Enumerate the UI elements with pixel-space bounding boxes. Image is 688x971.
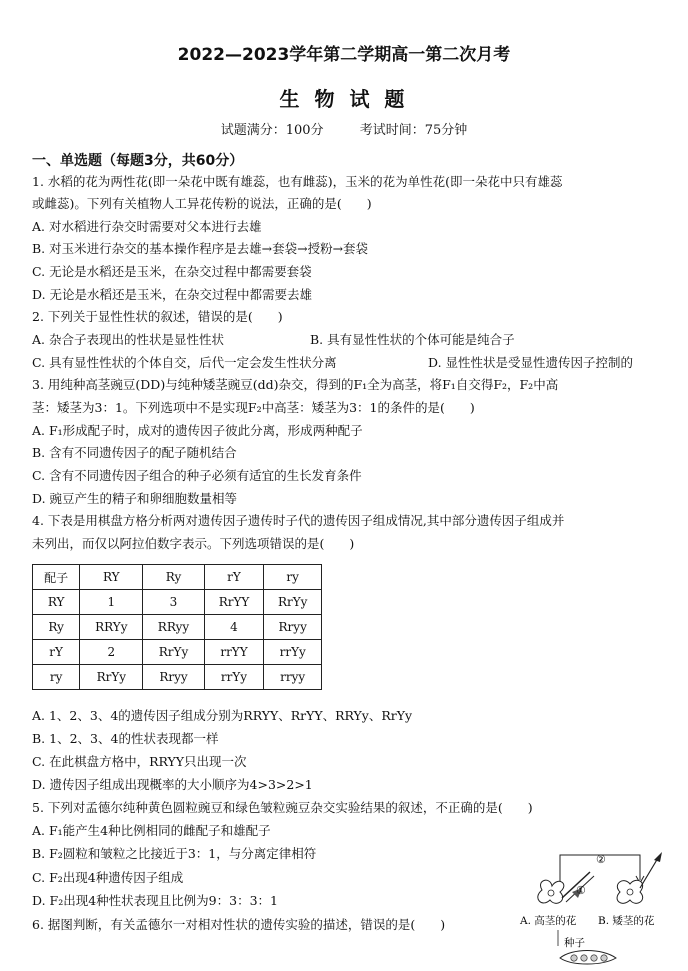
step-2-label: ②: [596, 853, 606, 866]
table-cell: 配子: [33, 565, 80, 590]
full-score: 试题满分：100分: [220, 123, 324, 138]
table-cell: rryy: [264, 665, 322, 690]
table-cell: RrYy: [80, 665, 143, 690]
q1-option-a: A. 对水稻进行杂交时需要对父本进行去雄: [32, 219, 262, 234]
punnett-table: [32, 564, 322, 690]
table-row: [33, 615, 322, 640]
table-cell: RrYy: [264, 590, 322, 615]
pea-pod-icon: [560, 951, 616, 965]
label-seed: 种子: [564, 937, 585, 949]
q4-option-c: C. 在此棋盘方格中，RRYY只出现一次: [32, 754, 247, 769]
q1-stem-line2: 或雌蕊)。下列有关植物人工异花传粉的说法，正确的是( ): [32, 196, 372, 211]
label-tall-flower: A. 高茎的花: [520, 915, 577, 927]
table-cell: rrYy: [204, 665, 264, 690]
q4-option-b: B. 1、2、3、4的性状表现都一样: [32, 731, 219, 746]
table-cell: 3: [143, 590, 204, 615]
q4-option-d: D. 遗传因子组成出现概率的大小顺序为4>3>2>1: [32, 777, 313, 792]
q3-option-d: D. 豌豆产生的精子和卵细胞数量相等: [32, 491, 238, 506]
table-cell: RRYy: [80, 615, 143, 640]
q2-option-a: A. 杂合子表现出的性状是显性性状: [32, 332, 224, 347]
q4-option-a: A. 1、2、3、4的遗传因子组成分别为RRYY、RrYY、RRYy、RrYy: [32, 708, 413, 723]
q1-option-c: C. 无论是水稻还是玉米，在杂交过程中都需要套袋: [32, 264, 312, 279]
q2-option-c: C. 具有显性性状的个体自交，后代一定会发生性状分离: [32, 355, 337, 370]
q5-option-d: D. F₂出现4种性状表现且比例为9：3：3：1: [32, 893, 278, 908]
step-1-label: ①: [576, 884, 586, 897]
q1-option-d: D. 无论是水稻还是玉米，在杂交过程中都需要去雄: [32, 287, 313, 302]
table-cell: 1: [80, 590, 143, 615]
table-cell: 4: [204, 615, 264, 640]
table-cell: rY: [33, 640, 80, 665]
q3-stem-line2: 茎：矮茎为3：1。下列选项中不是实现F₂中高茎：矮茎为3：1的条件的是( ): [32, 400, 475, 415]
table-cell: RrYY: [204, 590, 264, 615]
q2-option-b: B. 具有显性性状的个体可能是纯合子: [310, 332, 515, 347]
table-row: [33, 590, 322, 615]
q2-option-d: D. 显性性状是受显性遗传因子控制的: [428, 355, 634, 370]
exam-meta: [0, 119, 688, 138]
tall-flower-icon: [538, 880, 564, 903]
table-cell: ry: [33, 665, 80, 690]
table-cell: Rryy: [264, 615, 322, 640]
q4-stem-line2: 未列出，而仅以阿拉伯数字表示。下列选项错误的是( ): [32, 536, 355, 551]
section-heading: 一、单选题（每题3分，共60分）: [32, 153, 244, 169]
q3-option-a: A. F₁形成配子时，成对的遗传因子彼此分离，形成两种配子: [32, 423, 363, 438]
exam-time: 考试时间：75分钟: [359, 123, 468, 138]
subject-title: 生 物 试 题: [279, 87, 409, 111]
q5-option-c: C. F₂出现4种遗传因子组成: [32, 870, 184, 885]
exam-title: 2022—2023学年第二学期高一第二次月考: [177, 45, 511, 65]
table-cell: Rryy: [143, 665, 204, 690]
q3-stem-line1: 3. 用纯种高茎豌豆(DD)与纯种矮茎豌豆(dd)杂交，得到的F₁全为高茎，将F₁自交得F₂，F₂中高: [32, 377, 559, 392]
q6-stem: 6. 据图判断，有关孟德尔一对相对性状的遗传实验的描述，错误的是( ): [32, 917, 446, 932]
table-cell: Ry: [33, 615, 80, 640]
table-cell: RY: [80, 565, 143, 590]
table-cell: rrYY: [204, 640, 264, 665]
table-cell: RRyy: [143, 615, 204, 640]
q3-option-b: B. 含有不同遗传因子的配子随机结合: [32, 445, 237, 460]
q3-option-c: C. 含有不同遗传因子组合的种子必须有适宜的生长发育条件: [32, 468, 362, 483]
table-cell: ry: [264, 565, 322, 590]
pollination-figure: [512, 850, 672, 968]
q4-stem-line1: 4. 下表是用棋盘方格分析两对遗传因子遗传时子代的遗传因子组成情况,其中部分遗传因子组成并: [32, 513, 565, 528]
table-cell: Ry: [143, 565, 204, 590]
table-cell: rY: [204, 565, 264, 590]
table-row: [33, 640, 322, 665]
table-row: [33, 665, 322, 690]
table-row: [33, 565, 322, 590]
q1-stem-line1: 1. 水稻的花为两性花(即一朵花中既有雄蕊，也有雌蕊)，玉米的花为单性花(即一朵花中只有雄蕊: [32, 174, 563, 189]
q5-stem: 5. 下列对孟德尔纯种黄色圆粒豌豆和绿色皱粒豌豆杂交实验结果的叙述，不正确的是( ): [32, 800, 533, 815]
label-short-flower: B. 矮茎的花: [598, 915, 655, 927]
q5-option-b: B. F₂圆粒和皱粒之比接近于3：1，与分离定律相符: [32, 846, 317, 861]
q1-option-b: B. 对玉米进行杂交的基本操作程序是去雄→套袋→授粉→套袋: [32, 241, 369, 256]
table-cell: rrYy: [264, 640, 322, 665]
q5-option-a: A. F₁能产生4种比例相同的雌配子和雄配子: [32, 823, 271, 838]
q2-stem: 2. 下列关于显性性状的叙述，错误的是( ): [32, 309, 283, 324]
table-cell: RY: [33, 590, 80, 615]
table-cell: 2: [80, 640, 143, 665]
table-cell: RrYy: [143, 640, 204, 665]
